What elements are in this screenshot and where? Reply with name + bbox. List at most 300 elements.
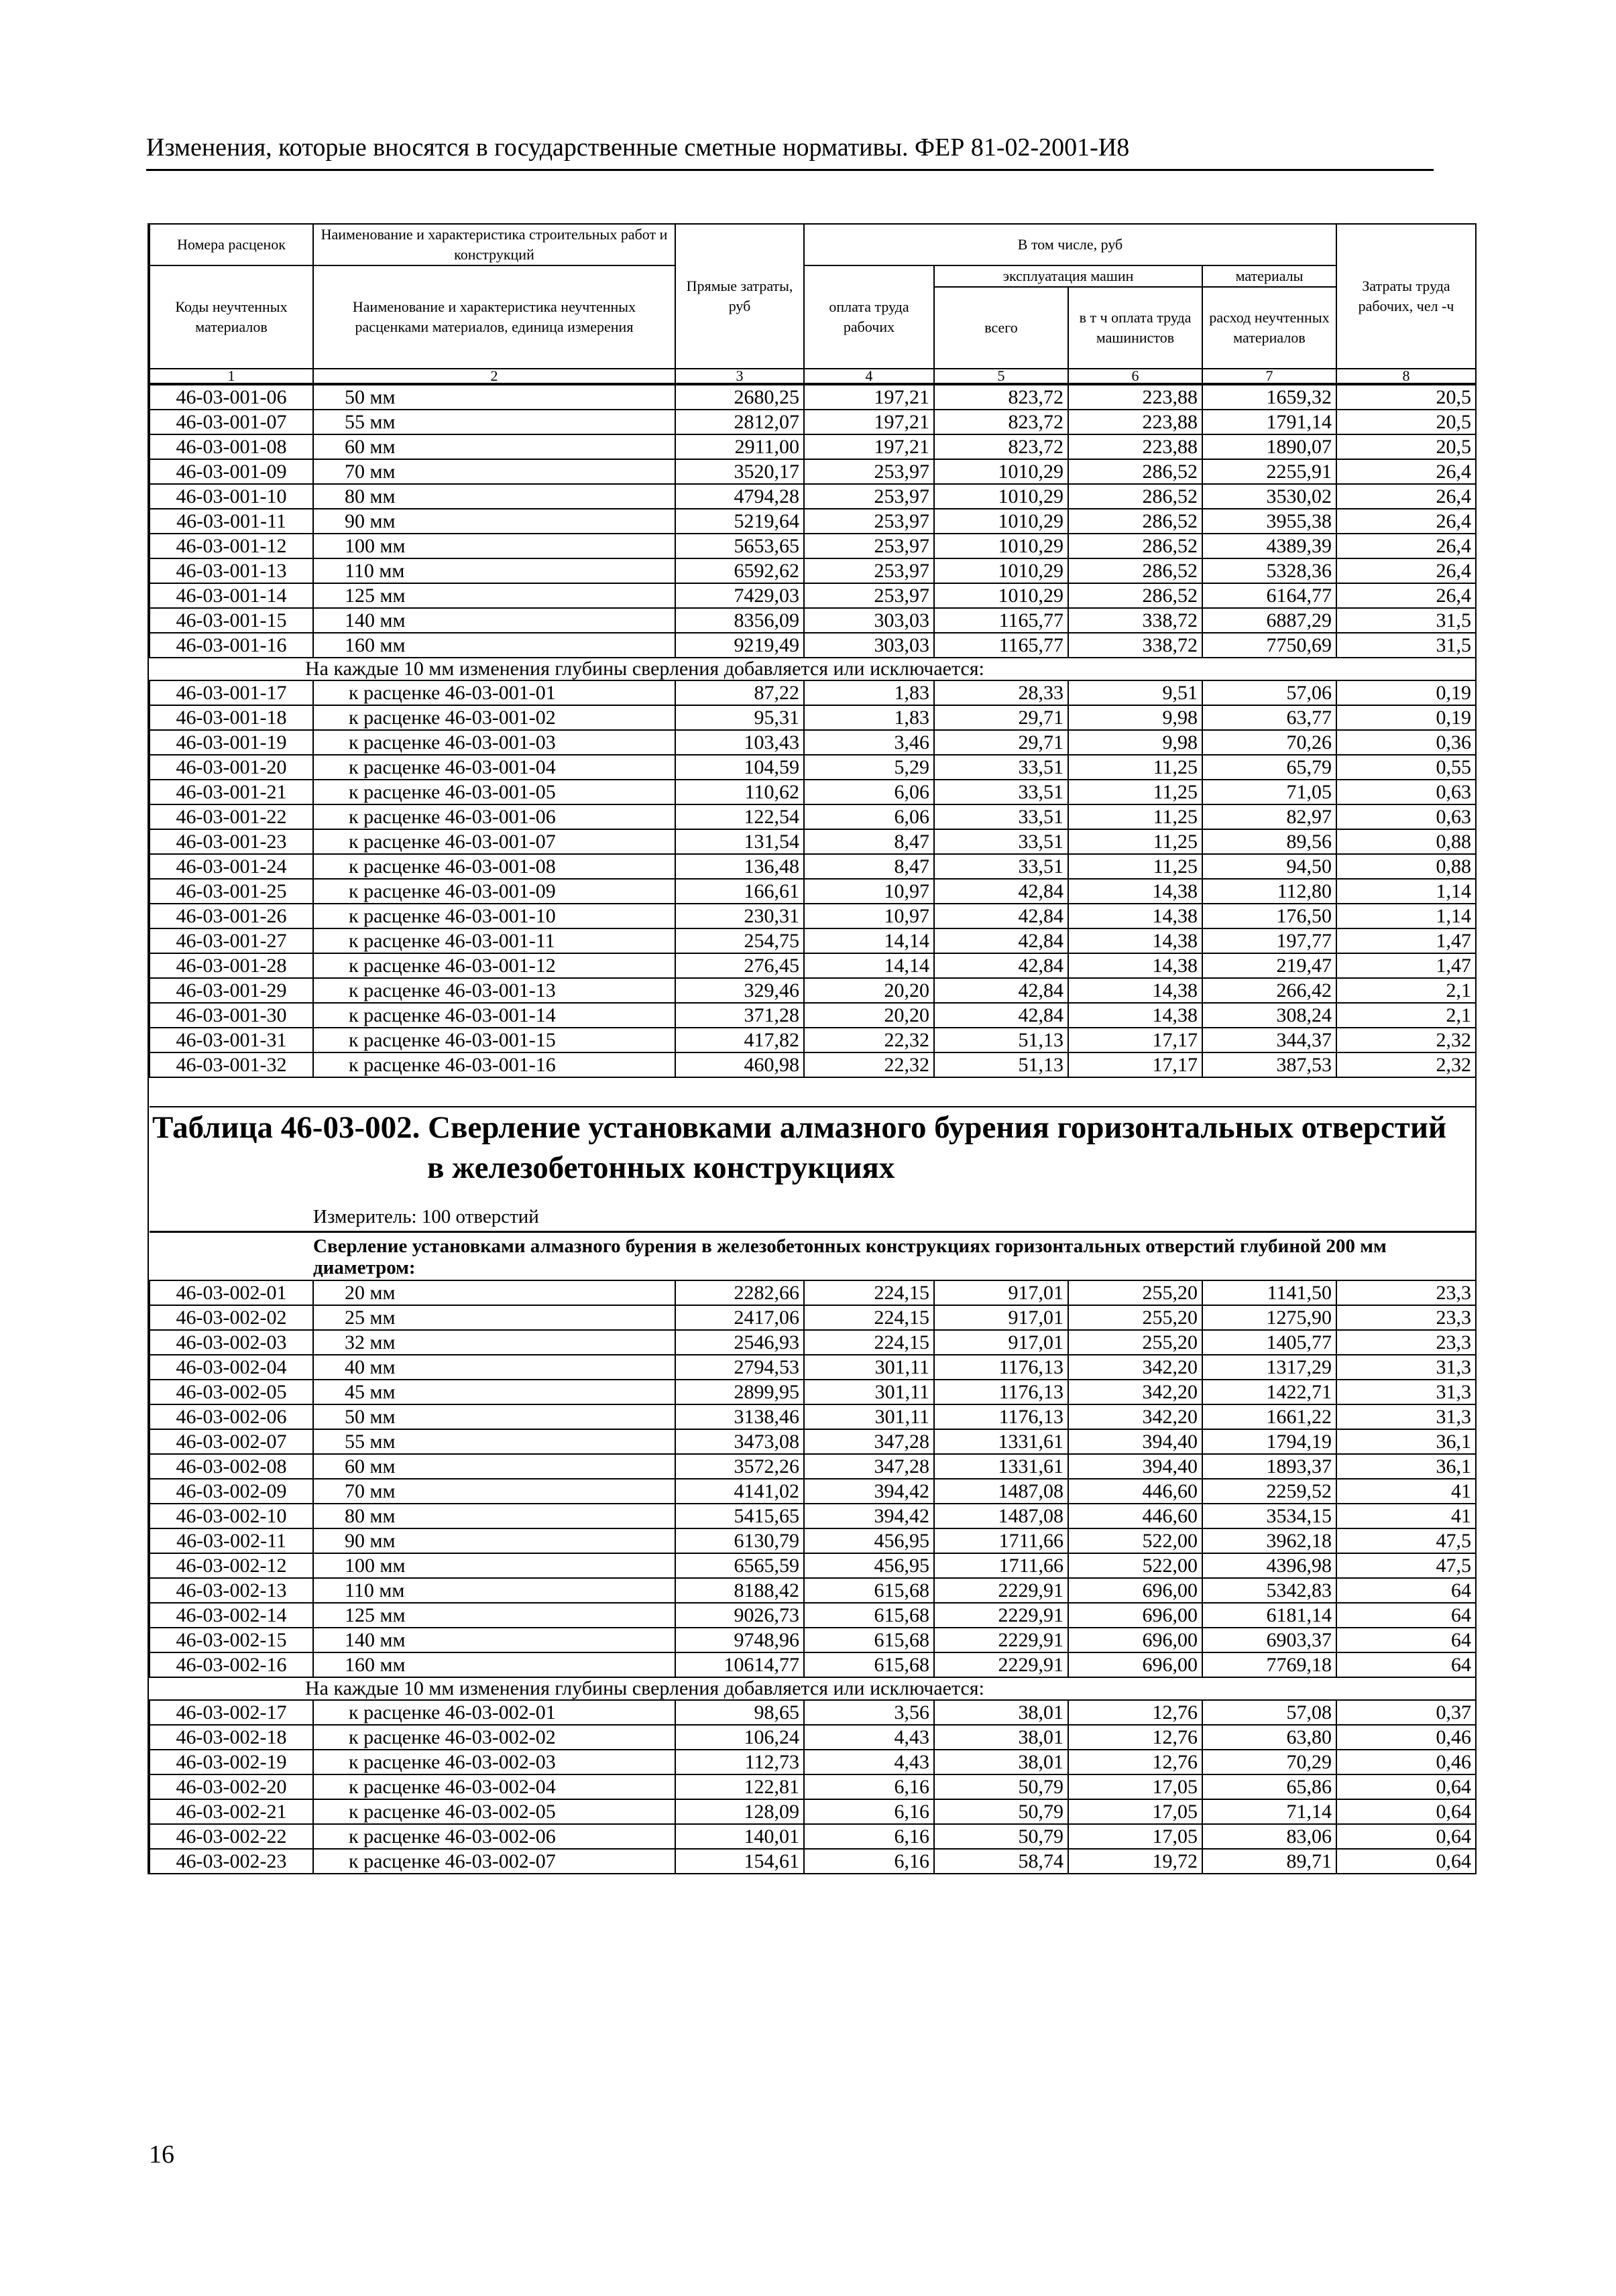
rate-code: 46-03-001-27 — [150, 928, 313, 953]
table-row — [150, 410, 1476, 434]
rate-name: к расценке 46-03-001-01 — [313, 680, 675, 705]
rate-code: 46-03-002-06 — [150, 1404, 313, 1429]
table-row — [150, 509, 1476, 534]
rates-table — [149, 223, 1477, 1874]
rate-code: 46-03-002-04 — [150, 1355, 313, 1380]
value-cell: 615,68 — [804, 1652, 934, 1677]
value-cell: 303,03 — [804, 633, 934, 658]
header-labor-hours: Затраты труда рабочих, чел -ч — [1336, 224, 1476, 369]
value-cell: 2417,06 — [675, 1305, 804, 1330]
value-cell: 3530,02 — [1202, 484, 1336, 509]
table-row — [150, 1355, 1476, 1380]
value-cell: 22,32 — [804, 1052, 934, 1077]
rate-code: 46-03-001-21 — [150, 780, 313, 804]
value-cell: 12,76 — [1068, 1700, 1202, 1725]
value-cell: 1010,29 — [934, 459, 1068, 484]
value-cell: 696,00 — [1068, 1578, 1202, 1603]
value-cell: 6592,62 — [675, 558, 804, 583]
value-cell: 112,80 — [1202, 879, 1336, 904]
table-header — [150, 224, 1476, 384]
value-cell: 301,11 — [804, 1355, 934, 1380]
rate-name: 110 мм — [313, 558, 675, 583]
col-number: 7 — [1202, 369, 1336, 384]
value-cell: 110,62 — [675, 780, 804, 804]
rate-name: к расценке 46-03-002-07 — [313, 1849, 675, 1874]
value-cell: 1331,61 — [934, 1454, 1068, 1479]
rate-name: 160 мм — [313, 633, 675, 658]
rate-code: 46-03-001-28 — [150, 953, 313, 978]
value-cell: 223,88 — [1068, 384, 1202, 410]
value-cell: 301,11 — [804, 1404, 934, 1429]
table2-title-line2: в железобетонных конструкциях — [427, 1150, 895, 1185]
value-cell: 1405,77 — [1202, 1330, 1336, 1355]
value-cell: 1331,61 — [934, 1429, 1068, 1454]
rate-name: 40 мм — [313, 1355, 675, 1380]
value-cell: 1010,29 — [934, 558, 1068, 583]
rate-code: 46-03-001-17 — [150, 680, 313, 705]
value-cell: 0,63 — [1336, 804, 1476, 829]
rate-name: 32 мм — [313, 1330, 675, 1355]
value-cell: 11,25 — [1068, 854, 1202, 879]
value-cell: 2680,25 — [675, 384, 804, 410]
rate-name: к расценке 46-03-001-10 — [313, 904, 675, 928]
value-cell: 303,03 — [804, 608, 934, 633]
value-cell: 1010,29 — [934, 509, 1068, 534]
value-cell: 615,68 — [804, 1603, 934, 1628]
rate-name: 90 мм — [313, 1528, 675, 1553]
value-cell: 64 — [1336, 1603, 1476, 1628]
value-cell: 51,13 — [934, 1028, 1068, 1052]
rate-code: 46-03-002-05 — [150, 1380, 313, 1404]
value-cell: 3572,26 — [675, 1454, 804, 1479]
value-cell: 4141,02 — [675, 1479, 804, 1504]
value-cell: 26,4 — [1336, 534, 1476, 558]
value-cell: 14,38 — [1068, 978, 1202, 1003]
value-cell: 33,51 — [934, 780, 1068, 804]
value-cell: 223,88 — [1068, 410, 1202, 434]
value-cell: 57,08 — [1202, 1700, 1336, 1725]
value-cell: 42,84 — [934, 953, 1068, 978]
header-direct-costs: Прямые затраты, руб — [675, 224, 804, 369]
rate-name: 50 мм — [313, 384, 675, 410]
value-cell: 347,28 — [804, 1454, 934, 1479]
value-cell: 2546,93 — [675, 1330, 804, 1355]
table-row — [150, 780, 1476, 804]
value-cell: 286,52 — [1068, 583, 1202, 608]
value-cell: 63,80 — [1202, 1725, 1336, 1750]
table-row — [150, 680, 1476, 705]
value-cell: 82,97 — [1202, 804, 1336, 829]
value-cell: 2,32 — [1336, 1052, 1476, 1077]
value-cell: 2,1 — [1336, 1003, 1476, 1028]
value-cell: 2899,95 — [675, 1380, 804, 1404]
value-cell: 1791,14 — [1202, 410, 1336, 434]
value-cell: 1659,32 — [1202, 384, 1336, 410]
value-cell: 615,68 — [804, 1578, 934, 1603]
value-cell: 38,01 — [934, 1750, 1068, 1774]
value-cell: 12,76 — [1068, 1750, 1202, 1774]
value-cell: 71,05 — [1202, 780, 1336, 804]
value-cell: 0,64 — [1336, 1799, 1476, 1824]
rate-code: 46-03-001-07 — [150, 410, 313, 434]
rate-name: 25 мм — [313, 1305, 675, 1330]
rate-name: 160 мм — [313, 1652, 675, 1677]
rate-name: к расценке 46-03-001-03 — [313, 730, 675, 755]
value-cell: 342,20 — [1068, 1404, 1202, 1429]
value-cell: 154,61 — [675, 1849, 804, 1874]
value-cell: 342,20 — [1068, 1380, 1202, 1404]
rate-code: 46-03-002-03 — [150, 1330, 313, 1355]
value-cell: 615,68 — [804, 1628, 934, 1652]
table-row — [150, 384, 1476, 410]
value-cell: 47,5 — [1336, 1528, 1476, 1553]
value-cell: 3962,18 — [1202, 1528, 1336, 1553]
value-cell: 0,19 — [1336, 680, 1476, 705]
value-cell: 9,51 — [1068, 680, 1202, 705]
value-cell: 347,28 — [804, 1429, 934, 1454]
table-row — [150, 1725, 1476, 1750]
value-cell: 51,13 — [934, 1052, 1068, 1077]
value-cell: 7750,69 — [1202, 633, 1336, 658]
value-cell: 1422,71 — [1202, 1380, 1336, 1404]
value-cell: 9,98 — [1068, 705, 1202, 730]
rate-name: к расценке 46-03-002-04 — [313, 1774, 675, 1799]
value-cell: 286,52 — [1068, 459, 1202, 484]
value-cell: 2229,91 — [934, 1652, 1068, 1677]
value-cell: 10,97 — [804, 879, 934, 904]
table-row — [150, 953, 1476, 978]
value-cell: 823,72 — [934, 384, 1068, 410]
header-work-name: Наименование и характеристика строительных работ и конструкций — [313, 224, 675, 265]
value-cell: 338,72 — [1068, 608, 1202, 633]
table-row — [150, 1429, 1476, 1454]
header-unaccounted-materials: расход неучтенных материалов — [1202, 287, 1336, 369]
value-cell: 0,64 — [1336, 1774, 1476, 1799]
value-cell: 8,47 — [804, 854, 934, 879]
rate-name: 70 мм — [313, 459, 675, 484]
value-cell: 26,4 — [1336, 509, 1476, 534]
rate-code: 46-03-001-12 — [150, 534, 313, 558]
value-cell: 31,3 — [1336, 1380, 1476, 1404]
value-cell: 38,01 — [934, 1725, 1068, 1750]
value-cell: 344,37 — [1202, 1028, 1336, 1052]
value-cell: 89,71 — [1202, 1849, 1336, 1874]
table-row — [150, 434, 1476, 459]
rate-code: 46-03-002-09 — [150, 1479, 313, 1504]
rate-code: 46-03-002-02 — [150, 1305, 313, 1330]
value-cell: 197,21 — [804, 410, 934, 434]
estimate-sheet — [148, 223, 1477, 1874]
value-cell: 9219,49 — [675, 633, 804, 658]
table-row — [150, 1280, 1476, 1305]
table-row — [150, 633, 1476, 658]
rate-code: 46-03-002-13 — [150, 1578, 313, 1603]
value-cell: 17,05 — [1068, 1774, 1202, 1799]
rate-code: 46-03-001-18 — [150, 705, 313, 730]
value-cell: 14,38 — [1068, 879, 1202, 904]
value-cell: 0,64 — [1336, 1849, 1476, 1874]
page-number: 16 — [149, 2140, 174, 2169]
rate-name: к расценке 46-03-001-05 — [313, 780, 675, 804]
value-cell: 33,51 — [934, 854, 1068, 879]
value-cell: 2229,91 — [934, 1578, 1068, 1603]
value-cell: 0,37 — [1336, 1700, 1476, 1725]
value-cell: 5328,36 — [1202, 558, 1336, 583]
value-cell: 14,38 — [1068, 953, 1202, 978]
value-cell: 8356,09 — [675, 608, 804, 633]
rate-name: к расценке 46-03-002-06 — [313, 1824, 675, 1849]
table-row — [150, 583, 1476, 608]
value-cell: 2911,00 — [675, 434, 804, 459]
rate-name: к расценке 46-03-001-09 — [313, 879, 675, 904]
value-cell: 5219,64 — [675, 509, 804, 534]
value-cell: 1661,22 — [1202, 1404, 1336, 1429]
value-cell: 20,5 — [1336, 384, 1476, 410]
value-cell: 3955,38 — [1202, 509, 1336, 534]
rate-code: 46-03-001-30 — [150, 1003, 313, 1028]
rate-name: к расценке 46-03-001-07 — [313, 829, 675, 854]
value-cell: 33,51 — [934, 755, 1068, 780]
table-row — [150, 1504, 1476, 1528]
header-worker-pay: оплата труда рабочих — [804, 265, 934, 369]
value-cell: 1,14 — [1336, 904, 1476, 928]
value-cell: 22,32 — [804, 1028, 934, 1052]
table-row — [150, 534, 1476, 558]
value-cell: 301,11 — [804, 1380, 934, 1404]
value-cell: 83,06 — [1202, 1824, 1336, 1849]
col-number: 3 — [675, 369, 804, 384]
value-cell: 26,4 — [1336, 484, 1476, 509]
value-cell: 1711,66 — [934, 1528, 1068, 1553]
rate-code: 46-03-001-32 — [150, 1052, 313, 1077]
value-cell: 112,73 — [675, 1750, 804, 1774]
value-cell: 2,1 — [1336, 978, 1476, 1003]
value-cell: 63,77 — [1202, 705, 1336, 730]
value-cell: 522,00 — [1068, 1553, 1202, 1578]
value-cell: 38,01 — [934, 1700, 1068, 1725]
value-cell: 57,06 — [1202, 680, 1336, 705]
value-cell: 7769,18 — [1202, 1652, 1336, 1677]
rate-code: 46-03-001-13 — [150, 558, 313, 583]
rate-code: 46-03-002-19 — [150, 1750, 313, 1774]
value-cell: 8,47 — [804, 829, 934, 854]
value-cell: 33,51 — [934, 829, 1068, 854]
table-row — [150, 1028, 1476, 1052]
value-cell: 1487,08 — [934, 1504, 1068, 1528]
value-cell: 19,72 — [1068, 1849, 1202, 1874]
value-cell: 224,15 — [804, 1280, 934, 1305]
value-cell: 197,21 — [804, 384, 934, 410]
value-cell: 253,97 — [804, 484, 934, 509]
value-cell: 42,84 — [934, 1003, 1068, 1028]
table2-additional-rows — [150, 1700, 1476, 1874]
value-cell: 5,29 — [804, 755, 934, 780]
value-cell: 6164,77 — [1202, 583, 1336, 608]
value-cell: 131,54 — [675, 829, 804, 854]
rate-name: 140 мм — [313, 1628, 675, 1652]
value-cell: 254,75 — [675, 928, 804, 953]
table-row — [150, 608, 1476, 633]
table2-title-block — [150, 1107, 1476, 1232]
value-cell: 1176,13 — [934, 1380, 1068, 1404]
value-cell: 696,00 — [1068, 1628, 1202, 1652]
value-cell: 823,72 — [934, 410, 1068, 434]
rate-code: 46-03-002-01 — [150, 1280, 313, 1305]
rate-name: 100 мм — [313, 534, 675, 558]
table-row — [150, 1824, 1476, 1849]
value-cell: 197,77 — [1202, 928, 1336, 953]
table-row — [150, 1479, 1476, 1504]
value-cell: 4,43 — [804, 1750, 934, 1774]
value-cell: 42,84 — [934, 904, 1068, 928]
rate-name: 60 мм — [313, 1454, 675, 1479]
value-cell: 6,16 — [804, 1824, 934, 1849]
value-cell: 106,24 — [675, 1725, 804, 1750]
value-cell: 1711,66 — [934, 1553, 1068, 1578]
value-cell: 329,46 — [675, 978, 804, 1003]
rate-name: к расценке 46-03-001-15 — [313, 1028, 675, 1052]
value-cell: 286,52 — [1068, 484, 1202, 509]
value-cell: 5415,65 — [675, 1504, 804, 1528]
col-number: 6 — [1068, 369, 1202, 384]
table-row — [150, 1528, 1476, 1553]
depth-note: На каждые 10 мм изменения глубины сверления добавляется или исключается: — [150, 1677, 1476, 1700]
value-cell: 104,59 — [675, 755, 804, 780]
value-cell: 50,79 — [934, 1774, 1068, 1799]
rate-code: 46-03-002-17 — [150, 1700, 313, 1725]
value-cell: 4,43 — [804, 1725, 934, 1750]
rate-code: 46-03-001-19 — [150, 730, 313, 755]
value-cell: 6130,79 — [675, 1528, 804, 1553]
header-machinist-pay: в т ч оплата труда машинистов — [1068, 287, 1202, 369]
rate-code: 46-03-002-23 — [150, 1849, 313, 1874]
value-cell: 23,3 — [1336, 1280, 1476, 1305]
value-cell: 2794,53 — [675, 1355, 804, 1380]
value-cell: 33,51 — [934, 804, 1068, 829]
value-cell: 0,88 — [1336, 829, 1476, 854]
value-cell: 6,16 — [804, 1799, 934, 1824]
value-cell: 3138,46 — [675, 1404, 804, 1429]
rate-name: 80 мм — [313, 484, 675, 509]
value-cell: 1317,29 — [1202, 1355, 1336, 1380]
rate-code: 46-03-001-10 — [150, 484, 313, 509]
header-machines: эксплуатация машин — [934, 265, 1202, 287]
table-row — [150, 1052, 1476, 1077]
value-cell: 394,40 — [1068, 1454, 1202, 1479]
rate-name: 125 мм — [313, 1603, 675, 1628]
value-cell: 446,60 — [1068, 1504, 1202, 1528]
rate-code: 46-03-002-11 — [150, 1528, 313, 1553]
value-cell: 65,86 — [1202, 1774, 1336, 1799]
value-cell: 31,3 — [1336, 1355, 1476, 1380]
rate-code: 46-03-001-16 — [150, 633, 313, 658]
value-cell: 136,48 — [675, 854, 804, 879]
value-cell: 1893,37 — [1202, 1454, 1336, 1479]
table-row — [150, 1799, 1476, 1824]
value-cell: 286,52 — [1068, 534, 1202, 558]
rate-name: к расценке 46-03-002-01 — [313, 1700, 675, 1725]
value-cell: 95,31 — [675, 705, 804, 730]
header-material-name: Наименование и характеристика неучтенных расценками материалов, единица измерения — [313, 265, 675, 369]
value-cell: 286,52 — [1068, 558, 1202, 583]
value-cell: 26,4 — [1336, 459, 1476, 484]
value-cell: 6887,29 — [1202, 608, 1336, 633]
value-cell: 58,74 — [934, 1849, 1068, 1874]
value-cell: 6903,37 — [1202, 1628, 1336, 1652]
table2-title — [150, 1107, 1476, 1188]
table-row — [150, 1774, 1476, 1799]
value-cell: 98,65 — [675, 1700, 804, 1725]
value-cell: 42,84 — [934, 978, 1068, 1003]
value-cell: 266,42 — [1202, 978, 1336, 1003]
table-row — [150, 705, 1476, 730]
value-cell: 0,63 — [1336, 780, 1476, 804]
value-cell: 41 — [1336, 1504, 1476, 1528]
table1-additional-rows — [150, 680, 1476, 1077]
value-cell: 1010,29 — [934, 484, 1068, 509]
table-row — [150, 1404, 1476, 1429]
header-rate-numbers: Номера расценок — [150, 224, 313, 265]
value-cell: 446,60 — [1068, 1479, 1202, 1504]
table-row — [150, 1603, 1476, 1628]
rate-name: к расценке 46-03-001-14 — [313, 1003, 675, 1028]
rate-name: к расценке 46-03-002-03 — [313, 1750, 675, 1774]
value-cell: 219,47 — [1202, 953, 1336, 978]
value-cell: 42,84 — [934, 928, 1068, 953]
value-cell: 31,5 — [1336, 608, 1476, 633]
rate-code: 46-03-002-18 — [150, 1725, 313, 1750]
value-cell: 89,56 — [1202, 829, 1336, 854]
value-cell: 1176,13 — [934, 1355, 1068, 1380]
rate-code: 46-03-002-10 — [150, 1504, 313, 1528]
table-row — [150, 829, 1476, 854]
value-cell: 11,25 — [1068, 804, 1202, 829]
table-row — [150, 1454, 1476, 1479]
value-cell: 17,17 — [1068, 1052, 1202, 1077]
value-cell: 50,79 — [934, 1799, 1068, 1824]
value-cell: 3,56 — [804, 1700, 934, 1725]
rate-name: к расценке 46-03-001-02 — [313, 705, 675, 730]
value-cell: 0,19 — [1336, 705, 1476, 730]
value-cell: 2812,07 — [675, 410, 804, 434]
value-cell: 64 — [1336, 1578, 1476, 1603]
table-row — [150, 978, 1476, 1003]
table-row — [150, 755, 1476, 780]
value-cell: 2229,91 — [934, 1628, 1068, 1652]
table-row — [150, 1578, 1476, 1603]
value-cell: 2,32 — [1336, 1028, 1476, 1052]
table-row — [150, 1330, 1476, 1355]
col-number: 5 — [934, 369, 1068, 384]
value-cell: 17,05 — [1068, 1799, 1202, 1824]
value-cell: 36,1 — [1336, 1454, 1476, 1479]
header-including-group: В том числе, руб — [804, 224, 1336, 265]
value-cell: 224,15 — [804, 1330, 934, 1355]
value-cell: 1176,13 — [934, 1404, 1068, 1429]
value-cell: 917,01 — [934, 1280, 1068, 1305]
value-cell: 6,06 — [804, 804, 934, 829]
rate-code: 46-03-002-16 — [150, 1652, 313, 1677]
value-cell: 696,00 — [1068, 1603, 1202, 1628]
value-cell: 917,01 — [934, 1330, 1068, 1355]
value-cell: 103,43 — [675, 730, 804, 755]
rate-code: 46-03-001-31 — [150, 1028, 313, 1052]
rate-code: 46-03-001-23 — [150, 829, 313, 854]
value-cell: 20,20 — [804, 978, 934, 1003]
rate-code: 46-03-002-08 — [150, 1454, 313, 1479]
value-cell: 1,47 — [1336, 928, 1476, 953]
value-cell: 23,3 — [1336, 1305, 1476, 1330]
